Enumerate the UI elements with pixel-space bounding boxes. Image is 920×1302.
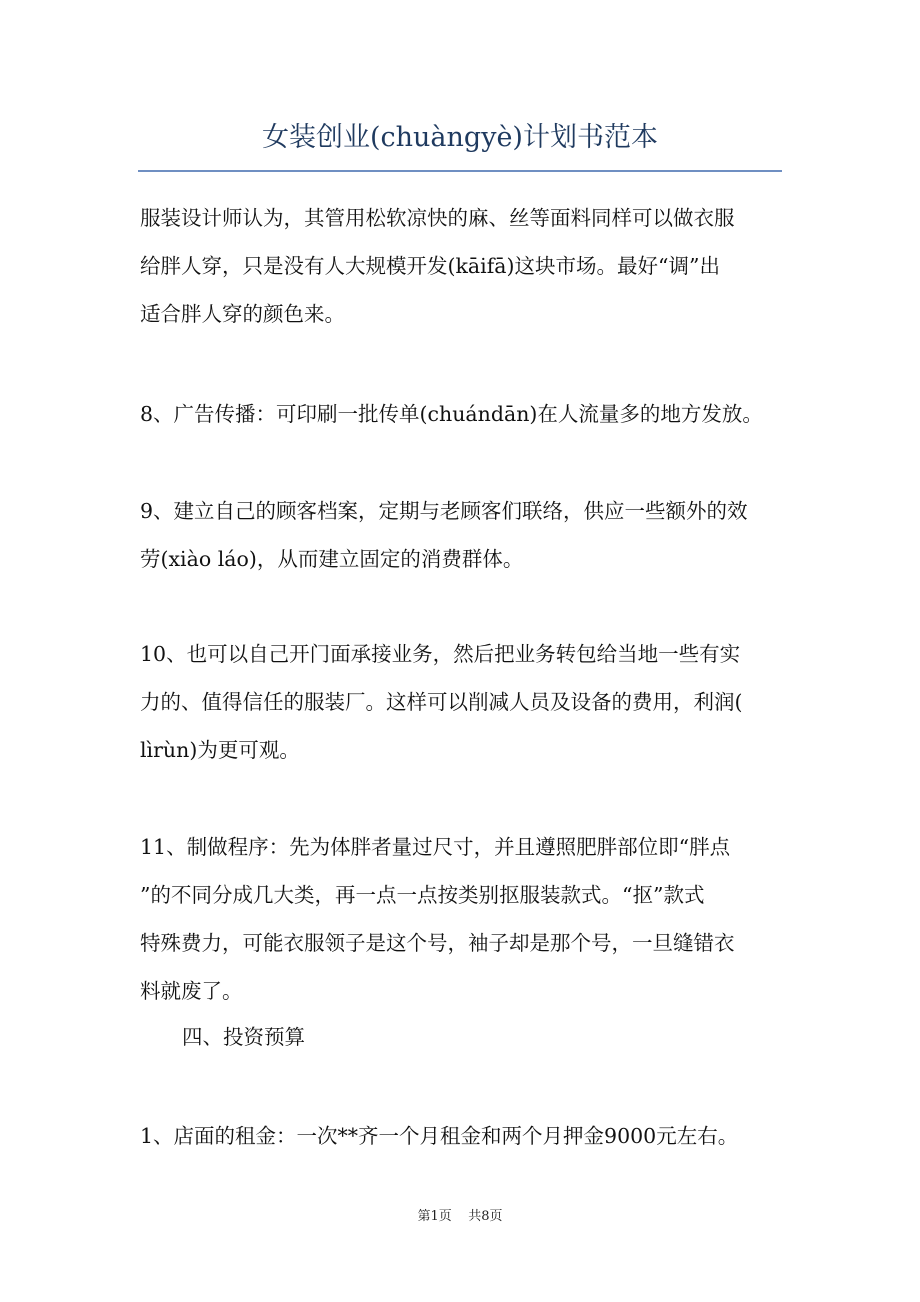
- paragraph-item-9-customer-records: [140, 487, 785, 583]
- section-heading-investment-budget: [140, 1013, 785, 1061]
- text-line: 10、也可以自己开门面承接业务，然后把业务转包给当地一些有实: [140, 642, 741, 666]
- paragraph-clothing-designers: [140, 194, 785, 338]
- text-line: 8、广告传播：可印刷一批传单(chuándān)在人流量多的地方发放。: [140, 402, 763, 426]
- text-line: 服装设计师认为，其管用松软凉快的麻、丝等面料同样可以做衣服: [140, 206, 735, 230]
- text-line: ”的不同分成几大类，再一点一点按类别抠服装款式。“抠”款式: [140, 883, 705, 907]
- title-divider: [138, 170, 782, 172]
- page-number: 第1页: [417, 1209, 452, 1224]
- paragraph-item-11-production-process: [140, 823, 785, 1015]
- text-line: 劳(xiào láo)，从而建立固定的消费群体。: [140, 547, 524, 571]
- page-total: 共8页: [468, 1209, 503, 1224]
- text-line: 特殊费力，可能衣服领子是这个号，袖子却是那个号，一旦缝错衣: [140, 931, 735, 955]
- document-title: 女装创业(chuàngyè)计划书范本: [262, 122, 658, 153]
- text-line: 料就废了。: [140, 979, 243, 1003]
- text-line: lìrùn)为更可观。: [140, 738, 300, 762]
- text-line: 9、建立自己的顾客档案，定期与老顾客们联络，供应一些额外的效: [140, 499, 748, 523]
- text-line: 1、店面的租金：一次**齐一个月租金和两个月押金9000元左右。: [140, 1124, 739, 1148]
- text-line: 11、制做程序：先为体胖者量过尺寸，并且遵照肥胖部位即“胖点: [140, 835, 731, 859]
- section-heading-text: 四、投资预算: [182, 1025, 305, 1049]
- page-footer: [0, 1205, 920, 1224]
- paragraph-item-8-advertising: [140, 390, 785, 438]
- paragraph-item-10-subcontracting: [140, 630, 785, 774]
- text-line: 力的、值得信任的服装厂。这样可以削减人员及设备的费用，利润(: [140, 690, 743, 714]
- paragraph-rent-cost: [140, 1112, 785, 1160]
- text-line: 适合胖人穿的颜色来。: [140, 302, 345, 326]
- text-line: 给胖人穿，只是没有人大规模开发(kāifā)这块市场。最好“调”出: [140, 254, 720, 278]
